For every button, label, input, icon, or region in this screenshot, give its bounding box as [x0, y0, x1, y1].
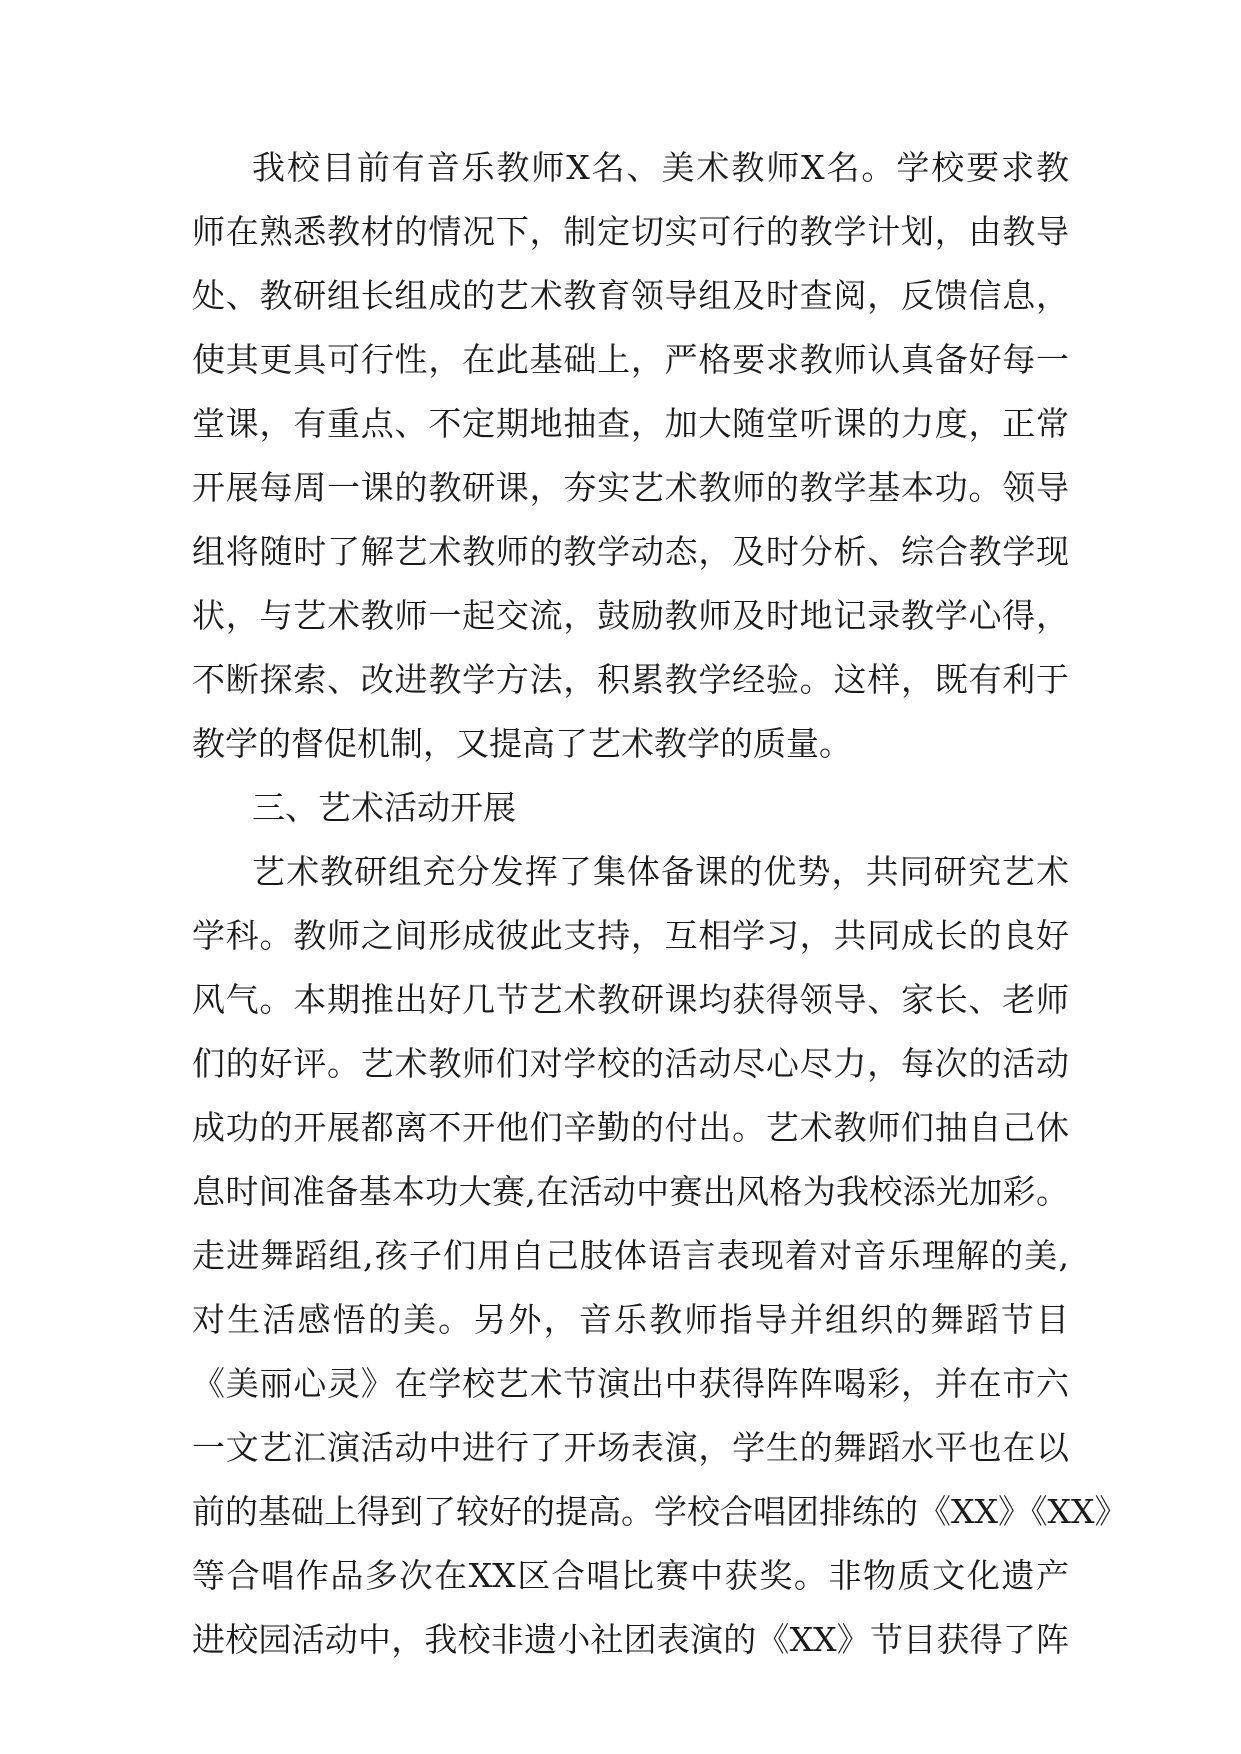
paragraph-line: 学科。教师之间形成彼此支持，互相学习，共同成长的良好 — [192, 916, 1069, 955]
paragraph-line: 我校目前有音乐教师X名、美术教师X名。学校要求教 — [252, 148, 1069, 187]
paragraph-line: 进校园活动中，我校非遗小社团表演的《XX》节目获得了阵 — [192, 1620, 1069, 1659]
paragraph-line: 一文艺汇演活动中进行了开场表演，学生的舞蹈水平也在以 — [192, 1428, 1069, 1467]
paragraph-line: 开展每周一课的教研课，夯实艺术教师的教学基本功。领导 — [192, 468, 1069, 507]
paragraph-line: 前的基础上得到了较好的提高。学校合唱团排练的《XX》《XX》 — [192, 1492, 1128, 1531]
paragraph-line: 《美丽心灵》在学校艺术节演出中获得阵阵喝彩，并在市六 — [192, 1364, 1069, 1403]
paragraph-line: 成功的开展都离不开他们辛勤的付出。艺术教师们抽自己休 — [192, 1108, 1069, 1147]
paragraph-line: 等合唱作品多次在XX区合唱比赛中获奖。非物质文化遗产 — [192, 1556, 1069, 1595]
paragraph-line: 对生活感悟的美。另外，音乐教师指导并组织的舞蹈节目 — [192, 1300, 1069, 1339]
paragraph-line: 息时间准备基本功大赛,在活动中赛出风格为我校添光加彩。 — [192, 1172, 1069, 1211]
paragraph-line: 风气。本期推出好几节艺术教研课均获得领导、家长、老师 — [192, 980, 1069, 1019]
paragraph-line: 状，与艺术教师一起交流，鼓励教师及时地记录教学心得， — [192, 596, 1069, 635]
paragraph-line: 处、教研组长组成的艺术教育领导组及时查阅，反馈信息， — [192, 276, 1069, 315]
paragraph-line: 艺术教研组充分发挥了集体备课的优势，共同研究艺术 — [252, 852, 1069, 891]
section-heading: 三、艺术活动开展 — [252, 788, 516, 827]
paragraph-line: 教学的督促机制，又提高了艺术教学的质量。 — [192, 724, 852, 763]
paragraph-line: 组将随时了解艺术教师的教学动态，及时分析、综合教学现 — [192, 532, 1069, 571]
paragraph-line: 师在熟悉教材的情况下，制定切实可行的教学计划，由教导 — [192, 212, 1069, 251]
paragraph-line: 们的好评。艺术教师们对学校的活动尽心尽力，每次的活动 — [192, 1044, 1069, 1083]
paragraph-line: 使其更具可行性，在此基础上，严格要求教师认真备好每一 — [192, 340, 1069, 379]
paragraph-line: 走进舞蹈组,孩子们用自己肢体语言表现着对音乐理解的美, — [192, 1236, 1069, 1275]
paragraph-line: 堂课，有重点、不定期地抽查，加大随堂听课的力度，正常 — [192, 404, 1069, 443]
paragraph-line: 不断探索、改进教学方法，积累教学经验。这样，既有利于 — [192, 660, 1069, 699]
